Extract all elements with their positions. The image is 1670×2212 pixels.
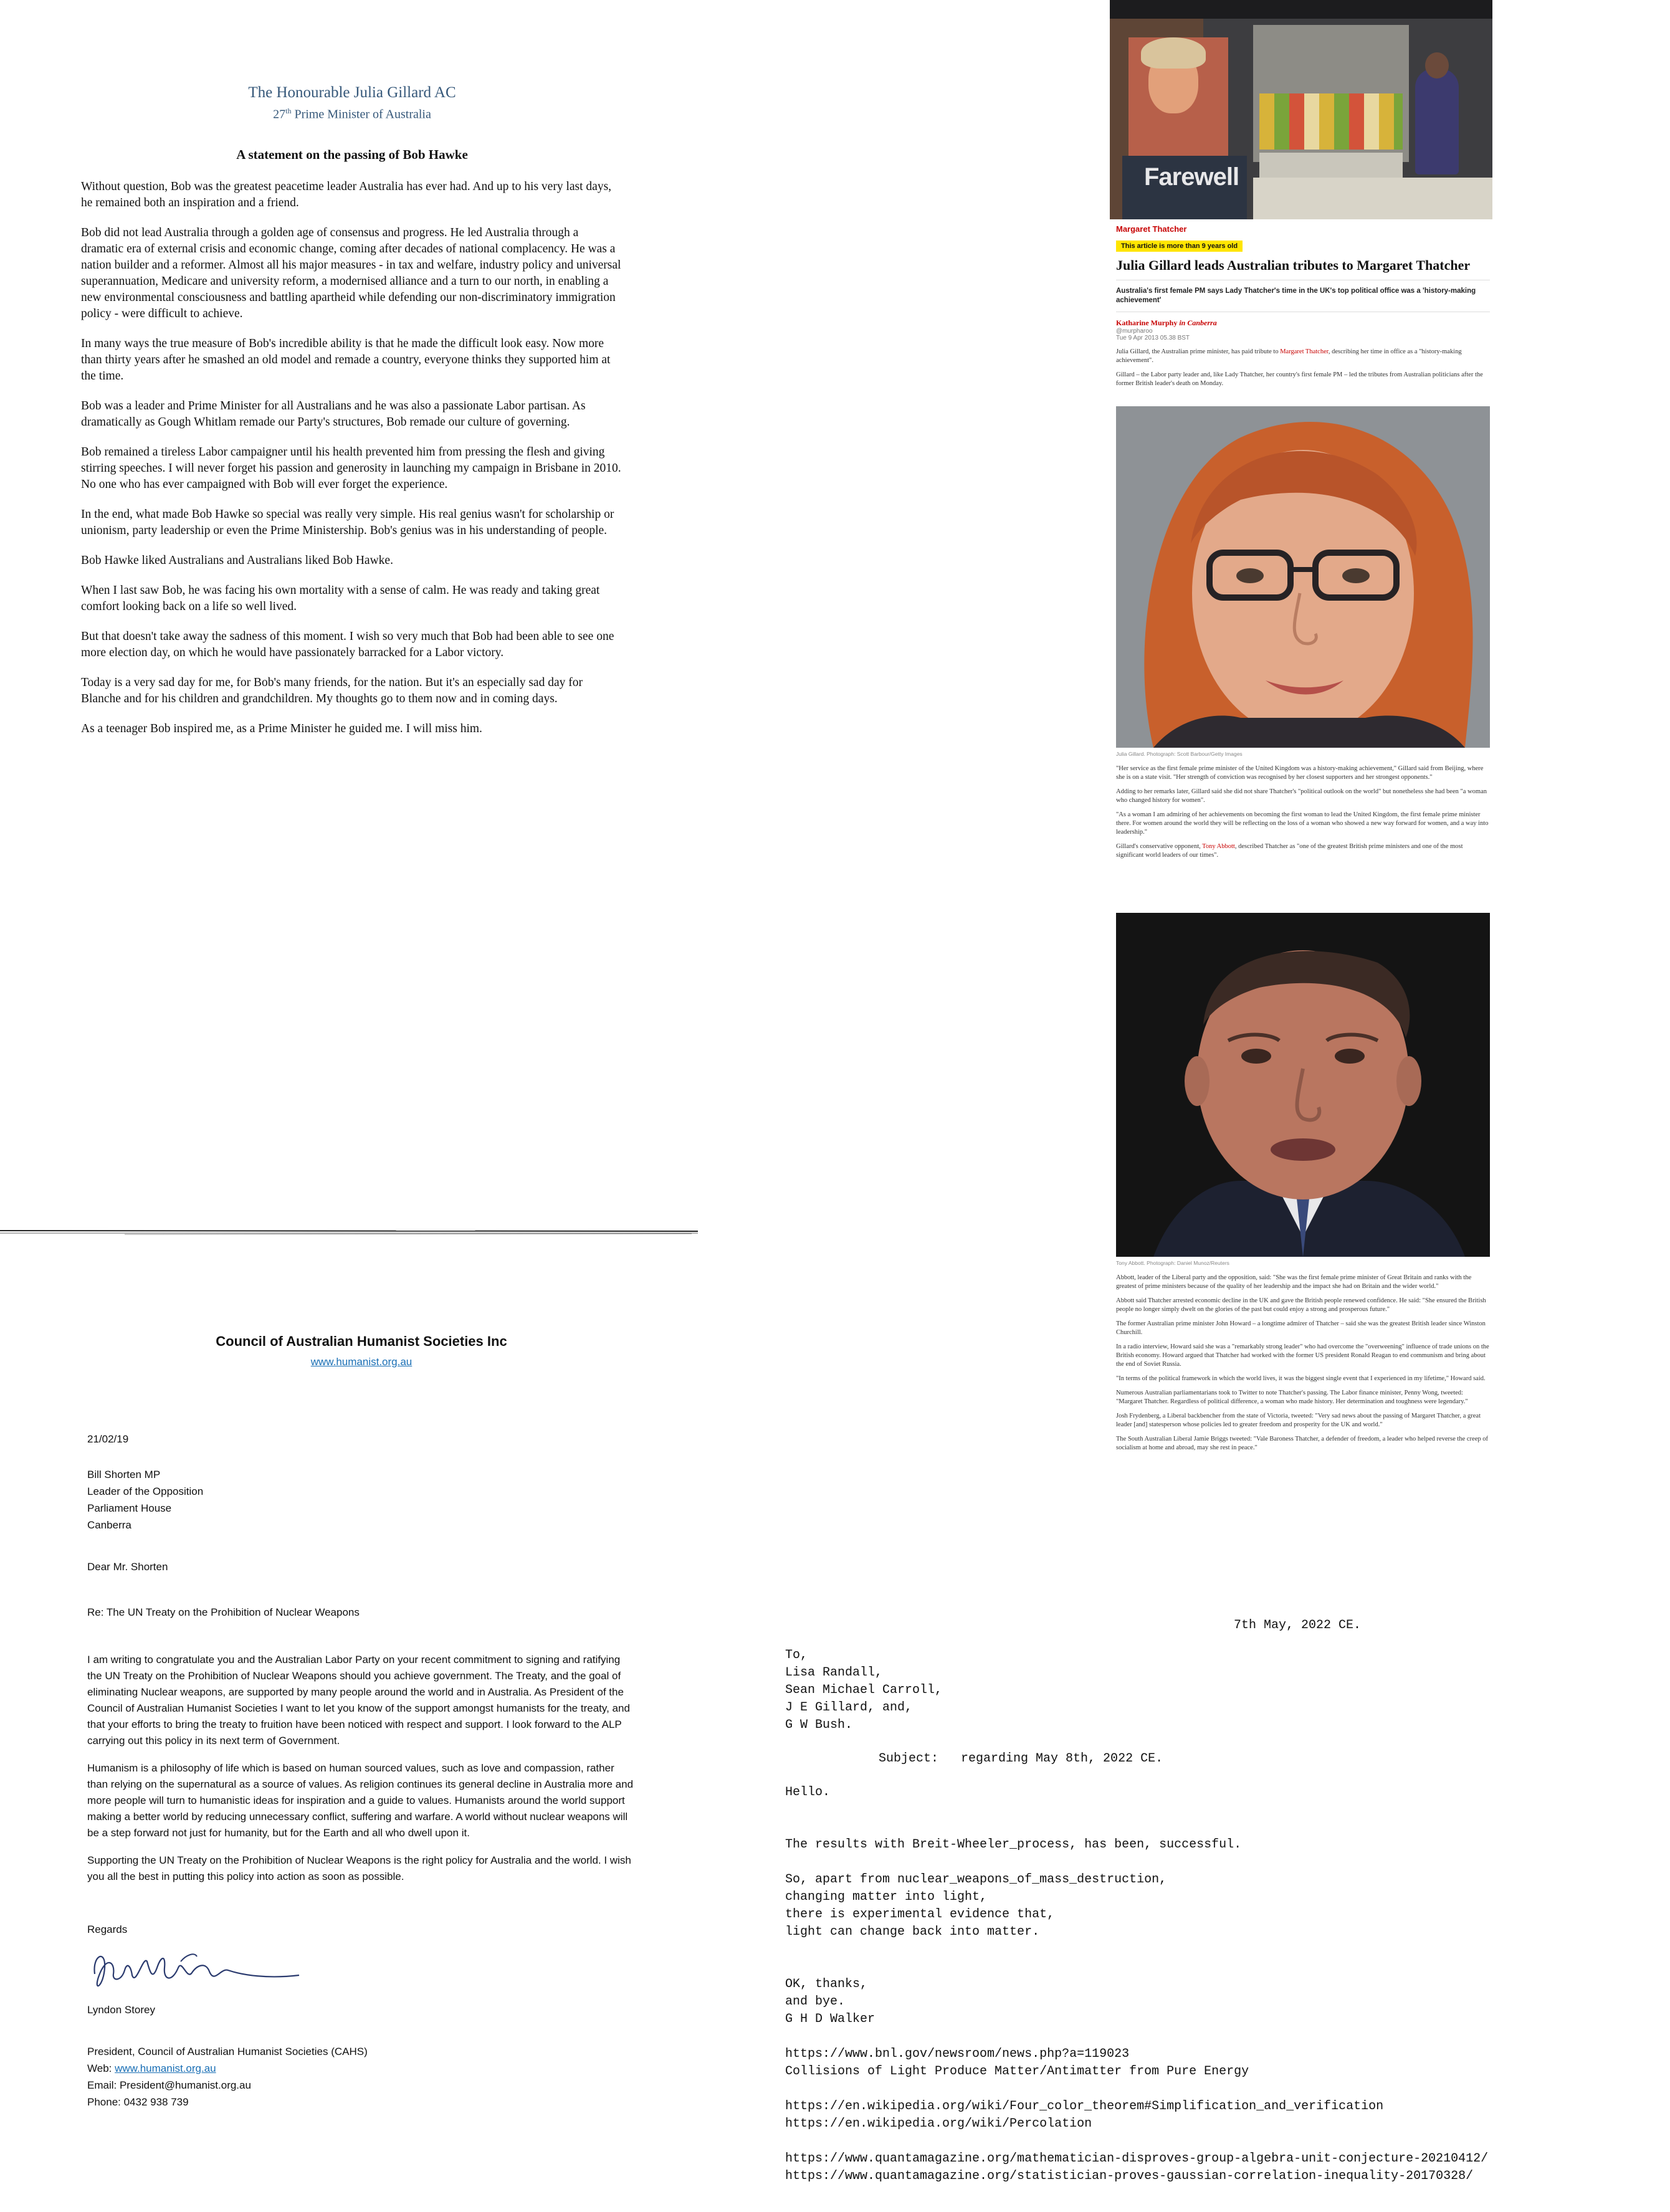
walker-body-line: The results with Breit-Wheeler_process, has been, successful.: [785, 1838, 1242, 1852]
address-line: Bill Shorten MP: [87, 1469, 161, 1480]
organization-name: Council of Australian Humanist Societies Inc: [216, 1333, 507, 1349]
recipient-line: Sean Michael Carroll,: [785, 1683, 943, 1697]
recipient-line: To,: [785, 1648, 808, 1662]
web-link[interactable]: www.humanist.org.au: [115, 2062, 216, 2074]
walker-links: [785, 2046, 1651, 2185]
byline: [1116, 318, 1490, 328]
para-text: Julia Gillard, the Australian prime minister, has paid tribute to: [1116, 348, 1281, 355]
address-line: Canberra: [87, 1519, 131, 1531]
statement-paragraph: In the end, what made Bob Hawke so special was really very simple. His real genius wasn't for scholarship or unionism, party leadership or even the Prime Ministership. Bob's genius was in his understanding of people.: [81, 507, 614, 537]
thatcher-market-photo: [1110, 0, 1492, 219]
age-badge-text: This article is more than 9 years old: [1116, 241, 1243, 252]
body-paragraph: I am writing to congratulate you and the Australian Labor Party on your recent commitment to signing and ratifying the UN Treaty on the Prohibition of Nuclear Weapons should you achieve government. The Treaty, and the goal of eliminating Nuclear weapons, are supported by many people around the world and in Australia. As President of the Council of Australian Humanist Societies I want to let you know of the support amongst humanists for the treaty, and that your efforts to bring the treaty to fruition have been noticed with respect and support. I look forward to the ALP carrying out this policy in its next term of Government.: [87, 1654, 630, 1747]
statement-paragraph: Bob remained a tireless Labor campaigner until his health prevented him from pressing the flesh and giving stirring speeches. I will never forget his passion and generosity in launching my campaign in Brisbane in 2010. No one who has ever campaigned with Bob will ever forget the experience.: [81, 445, 621, 491]
article-paragraph: Gillard – the Labor party leader and, like Lady Thatcher, her country's first female PM – led the tributes from Australian politicians after the former British leader's death on Monday.: [1116, 371, 1483, 387]
section-kicker[interactable]: Margaret Thatcher: [1116, 224, 1187, 234]
walker-greeting: Hello.: [785, 1785, 831, 1800]
walker-body-line: changing matter into light,: [785, 1890, 988, 1904]
letterhead-title: [81, 107, 623, 122]
address-line: Leader of the Opposition: [87, 1485, 204, 1497]
gillard-portrait-illustration: [1116, 406, 1490, 748]
article-paragraph: Abbott said Thatcher arrested economic decline in the UK and gave the British people renewed confidence. He said: "She ensured the British people no longer simply dwelt on the glories of the past but could enjoy a strong and prosperous future.": [1116, 1297, 1486, 1313]
reference-link[interactable]: https://en.wikipedia.org/wiki/Four_color_theorem#Simplification_and_verification: [785, 2099, 1384, 2114]
walker-recipients: [785, 1647, 1651, 1734]
article-paragraph: Abbott, leader of the Liberal party and the opposition, said: "She was the first female prime minister of Great Britain and ranks with the greatest of prime ministers because of the quality of her leadership and the impact she had on Britain and the wider world.": [1116, 1274, 1472, 1290]
article-paragraph: "Her service as the first female prime minister of the United Kingdom was a history-making achievement," Gillard said from Beijing, where she is on a state visit. "Her strength of conviction was recognised by her closest supporters and her strongest opponents.": [1116, 765, 1484, 781]
article-paragraph: [1116, 348, 1490, 365]
walker-body-line: So, apart from nuclear_weapons_of_mass_destruction,: [785, 1872, 1167, 1887]
article-paragraph: Numerous Australian parliamentarians took to Twitter to note Thatcher's passing. The Labor finance minister, Penny Wong, tweeted: "Margaret Thatcher. Regardless of political difference, a woman who made history. Her determination and toughness were legendary.": [1116, 1390, 1468, 1405]
statement-heading: A statement on the passing of Bob Hawke: [236, 146, 468, 162]
abbott-link[interactable]: Tony Abbott: [1202, 843, 1235, 850]
article-paragraph: "In terms of the political framework in which the world lives, it was the biggest single event that I experienced in my lifetime," Howard said.: [1116, 1375, 1486, 1382]
closing-line: G H D Walker: [785, 2012, 876, 2026]
para-text: , describing her time in office as a "history-making achievement".: [1116, 348, 1462, 364]
statement-paragraph: When I last saw Bob, he was facing his own mortality with a sense of calm. He was ready and taking great comfort looking back on a life so well lived.: [81, 583, 600, 613]
byline-author[interactable]: Katharine Murphy: [1116, 318, 1178, 327]
signer-web: [87, 2060, 636, 2077]
reference-link[interactable]: https://en.wikipedia.org/wiki/Percolation: [785, 2117, 1092, 2131]
organization-website-link[interactable]: www.humanist.org.au: [310, 1356, 413, 1368]
guardian-article: [1106, 0, 1505, 1604]
farewell-sign-text: Farewell: [1144, 163, 1239, 191]
signer-email: Email: President@humanist.org.au: [87, 2079, 251, 2091]
title-rest: Prime Minister of Australia: [291, 107, 431, 122]
statement-paragraph: Bob was a leader and Prime Minister for all Australians and he was also a passionate Labor partisan. As dramatically as Gough Whitlam remade our Party's structures, Bob remade our culture of governing.: [81, 399, 586, 429]
article-headline: Julia Gillard leads Australian tributes to Margaret Thatcher: [1116, 257, 1471, 273]
web-label: Web:: [87, 2062, 115, 2074]
statement-paragraph: In many ways the true measure of Bob's incredible ability is that he made the difficult look easy. Now more than thirty years after he smashed an old model and remade a country, everyone thinks they supported him at the time.: [81, 336, 611, 383]
reference-title: Collisions of Light Produce Matter/Antimatter from Pure Energy: [785, 2064, 1249, 2079]
signature: [87, 1943, 312, 1999]
article-standfirst: Australia's first female PM says Lady Thatcher's time in the UK's top political office was a 'history-making achievement': [1116, 287, 1476, 304]
photo-caption: Julia Gillard. Photograph: Scott Barbour/Getty Images: [1116, 751, 1243, 757]
walker-body-line: there is experimental evidence that,: [785, 1907, 1055, 1922]
gillard-photo: [1116, 406, 1490, 748]
page-divider: [0, 1229, 698, 1236]
recipient-line: J E Gillard, and,: [785, 1700, 913, 1715]
letter-body: [87, 1652, 636, 1885]
article-dateline: Tue 9 Apr 2013 05.38 BST: [1116, 335, 1190, 341]
address-line: Parliament House: [87, 1502, 172, 1514]
para-text: , described Thatcher as "one of the greatest British prime ministers and one of the most significant world leaders of our times".: [1116, 843, 1463, 859]
recipient-line: Lisa Randall,: [785, 1666, 883, 1680]
abbott-portrait-illustration: [1116, 913, 1490, 1257]
recipient-address: [87, 1466, 636, 1533]
article-paragraph: "As a woman I am admiring of her achievements on becoming the first woman to lead the United Kingdom, the first female prime minister there. For women around the world they will be reflecting on the loss of a woman who showed a new way forward for women, and a way into leadership.": [1116, 811, 1489, 836]
signer-title: President, Council of Australian Humanist Societies (CAHS): [87, 2046, 368, 2057]
walker-letter: [785, 1617, 1651, 2185]
letterhead-name: The Honourable Julia Gillard AC: [248, 84, 456, 101]
reference-link[interactable]: https://www.bnl.gov/newsroom/news.php?a=119023: [785, 2047, 1130, 2061]
subject-line: Re: The UN Treaty on the Prohibition of Nuclear Weapons: [87, 1606, 360, 1618]
humanist-letter: [87, 1333, 636, 2110]
walker-subject: Subject: regarding May 8th, 2022 CE.: [879, 1752, 1163, 1766]
walker-date: 7th May, 2022 CE.: [1234, 1618, 1362, 1633]
photo-caption: Tony Abbott. Photograph: Daniel Munoz/Reuters: [1116, 1260, 1229, 1266]
article-paragraph: Adding to her remarks later, Gillard said she did not share Thatcher's "political outlook on the world" but nonetheless she had been "a woman who changed history for women".: [1116, 788, 1487, 804]
article-paragraph: In a radio interview, Howard said she was a "remarkably strong leader" who had overcome the "overweening" influence of trade unions on the British economy. Howard argued that Thatcher had worked with the former US president Ronald Reagan to end communism and bring about the end of Soviet Russia.: [1116, 1343, 1489, 1368]
walker-body-line: light can change back into matter.: [785, 1925, 1040, 1939]
signer-name: Lyndon Storey: [87, 2004, 155, 2016]
ordinal-number: 27: [273, 107, 286, 122]
statement-paragraph: Bob Hawke liked Australians and Australians liked Bob Hawke.: [81, 553, 393, 567]
letter-date: 21/02/19: [87, 1433, 129, 1445]
gillard-statement: [81, 84, 623, 751]
byline-place: in Canberra: [1177, 318, 1217, 327]
recipient-line: G W Bush.: [785, 1718, 853, 1732]
closing: Regards: [87, 1924, 128, 1935]
article-paragraph: The former Australian prime minister John Howard – a longtime admirer of Thatcher – said she was the greatest British leader since Winston Churchill.: [1116, 1320, 1486, 1336]
body-paragraph: Humanism is a philosophy of life which is based on human sourced values, such as love and compassion, rather than relying on the supernatural as a source of values. As religion continues its general decline in Australia more and more people will turn to humanistic ideas for inspiration and a guide to values. Humanists around the world support making a better world by reducing unnecessary conflict, suffering and warfare. A world without nuclear weapons will be a step forward not just for humanity, but for the Earth and all who dwell upon it.: [87, 1762, 634, 1839]
walker-body-block: [785, 1871, 1651, 1941]
reference-link[interactable]: https://www.quantamagazine.org/statistician-proves-gaussian-correlation-inequality-20170328/: [785, 2169, 1474, 2183]
statement-paragraph: Without question, Bob was the greatest peacetime leader Australia has ever had. And up to his very last days, he remained both an inspiration and a friend.: [81, 179, 612, 209]
thatcher-link[interactable]: Margaret Thatcher: [1280, 348, 1329, 355]
salutation: Dear Mr. Shorten: [87, 1561, 168, 1573]
article-paragraph: [1116, 842, 1490, 860]
statement-paragraph: As a teenager Bob inspired me, as a Prime Minister he guided me. I will miss him.: [81, 722, 482, 735]
article-paragraph: The South Australian Liberal Jamie Briggs tweeted: "Vale Baroness Thatcher, a defender of freedom, a leader who helped reverse the creep of socialism at home and abroad, may she rest in peace.": [1116, 1436, 1488, 1451]
statement-paragraph: Bob did not lead Australia through a golden age of consensus and progress. He led Australia through a dramatic era of external crisis and economic change, coming after decades of national complacency. He was a nation builder and a reformer. Almost all his major measures - in tax and welfare, industry policy and universal superannuation, Medicare and university reform, a modernised alliance and a turn to our north, in enabling a new environmental consciousness and battling apartheid while defending our non-discriminatory immigration policy - were difficult to achieve.: [81, 226, 621, 320]
closing-line: and bye.: [785, 1995, 846, 2009]
closing-line: OK, thanks,: [785, 1977, 868, 1991]
abbott-photo: [1116, 913, 1490, 1257]
reference-link[interactable]: https://www.quantamagazine.org/mathematician-disproves-group-algebra-unit-conjecture-20210412/: [785, 2152, 1489, 2166]
walker-closing: [785, 1976, 1651, 2028]
para-text: Gillard's conservative opponent,: [1116, 843, 1203, 850]
author-handle[interactable]: @murpharoo: [1116, 328, 1153, 335]
statement-paragraph: But that doesn't take away the sadness of this moment. I wish so very much that Bob had been able to see one more election day, on which he would have passionately barracked for a Labor victory.: [81, 629, 614, 659]
article-paragraph: Josh Frydenberg, a Liberal backbencher from the state of Victoria, tweeted: "Very sad news about the passing of Margaret Thatcher, a great leader [and] statesperson whose policies led to greater freedom and prosperity for the UK and world.": [1116, 1413, 1481, 1428]
statement-paragraph: Today is a very sad day for me, for Bob's many friends, for the nation. But it's an especially sad day for Blanche and for his children and grandchildren. My thoughts go to them now and in coming days.: [81, 675, 583, 705]
signer-phone: Phone: 0432 938 739: [87, 2096, 189, 2108]
ordinal-suffix: th: [285, 107, 292, 115]
article-age-badge: [1116, 240, 1490, 252]
body-paragraph: Supporting the UN Treaty on the Prohibition of Nuclear Weapons is the right policy for Australia and the world. I wish you all the best in putting this policy into action as soon as possible.: [87, 1854, 631, 1882]
